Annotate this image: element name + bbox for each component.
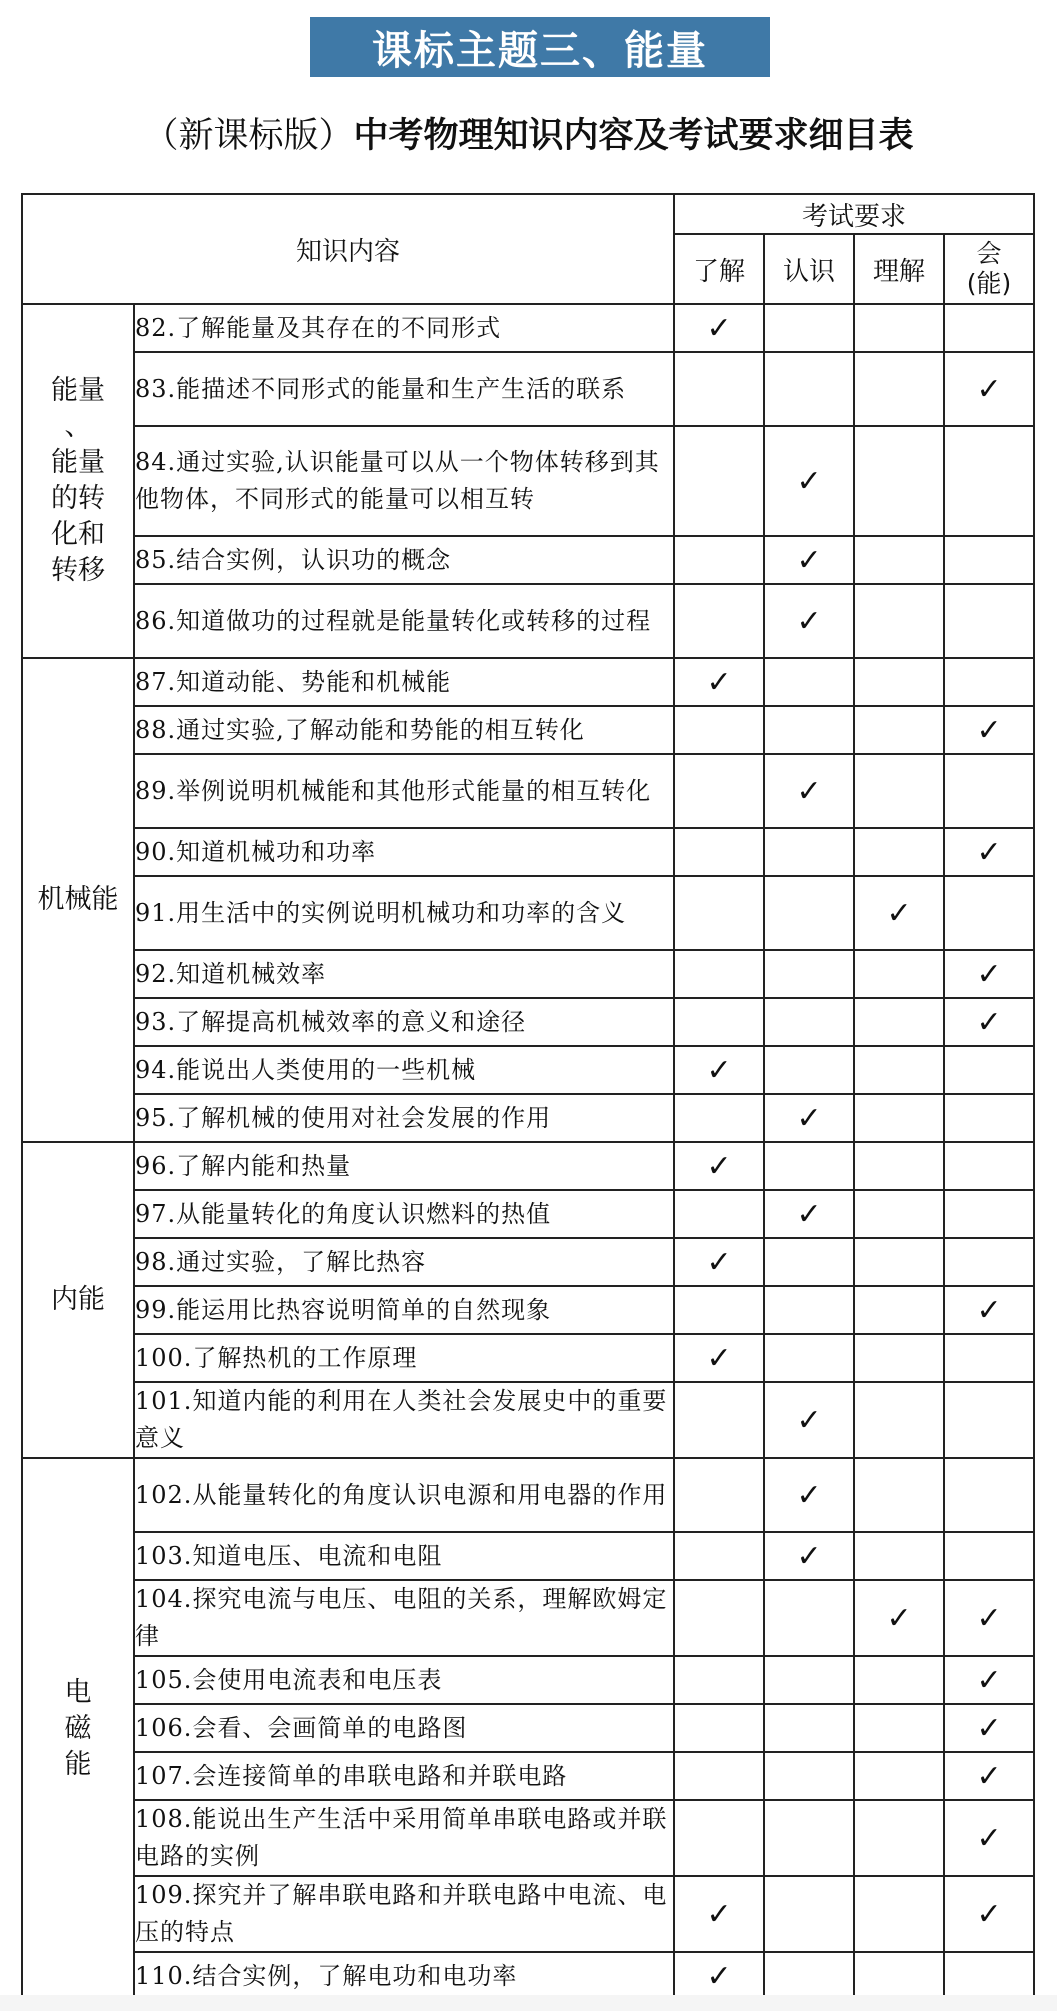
exam-requirements-header: 考试要求 bbox=[674, 194, 1034, 234]
requirement-cell bbox=[944, 584, 1034, 658]
knowledge-item: 99.能运用比热容说明简单的自然现象 bbox=[134, 1286, 674, 1334]
requirement-cell bbox=[944, 754, 1034, 828]
checkmark-icon: ✓ bbox=[796, 1402, 822, 1438]
requirement-cell bbox=[764, 998, 854, 1046]
checkmark-icon: ✓ bbox=[796, 603, 822, 639]
requirement-cell bbox=[854, 950, 944, 998]
category-electromagnetic-energy: 电 磁 能 bbox=[22, 1458, 134, 2000]
requirement-cell bbox=[764, 706, 854, 754]
requirement-cell bbox=[764, 658, 854, 706]
requirement-cell bbox=[854, 706, 944, 754]
requirement-cell bbox=[854, 536, 944, 584]
requirement-cell bbox=[674, 1704, 764, 1752]
checkmark-icon: ✓ bbox=[706, 1958, 732, 1994]
requirement-cell bbox=[854, 426, 944, 536]
requirement-cell bbox=[854, 1190, 944, 1238]
subtitle-prefix: （新课标版） bbox=[143, 116, 354, 156]
knowledge-item: 86.知道做功的过程就是能量转化或转移的过程 bbox=[134, 584, 674, 658]
table-row bbox=[22, 1046, 1034, 1094]
requirement-cell bbox=[854, 352, 944, 426]
requirement-cell bbox=[764, 536, 854, 584]
table-row bbox=[22, 352, 1034, 426]
checkmark-icon: ✓ bbox=[976, 1662, 1002, 1698]
table-row bbox=[22, 950, 1034, 998]
requirement-cell bbox=[854, 1382, 944, 1458]
checkmark-icon: ✓ bbox=[886, 1600, 912, 1636]
table-row bbox=[22, 658, 1034, 706]
category-internal-energy: 内能 bbox=[22, 1142, 134, 1458]
requirement-cell bbox=[674, 706, 764, 754]
category-mechanical-energy: 机械能 bbox=[22, 658, 134, 1142]
checkmark-icon: ✓ bbox=[706, 1148, 732, 1184]
requirement-cell bbox=[764, 1334, 854, 1382]
requirement-cell bbox=[854, 1334, 944, 1382]
requirement-cell bbox=[944, 706, 1034, 754]
checkmark-icon: ✓ bbox=[976, 1758, 1002, 1794]
requirement-cell bbox=[854, 1704, 944, 1752]
table-row bbox=[22, 1382, 1034, 1458]
knowledge-item: 102.从能量转化的角度认识电源和用电器的作用 bbox=[134, 1458, 674, 1532]
knowledge-item: 106.会看、会画简单的电路图 bbox=[134, 1704, 674, 1752]
requirement-cell bbox=[674, 1458, 764, 1532]
requirement-cell bbox=[854, 1800, 944, 1876]
requirement-cell bbox=[674, 426, 764, 536]
knowledge-item: 89.举例说明机械能和其他形式能量的相互转化 bbox=[134, 754, 674, 828]
requirement-cell bbox=[764, 1046, 854, 1094]
knowledge-item: 82.了解能量及其存在的不同形式 bbox=[134, 304, 674, 352]
requirement-cell bbox=[764, 1532, 854, 1580]
requirement-cell bbox=[674, 1952, 764, 2000]
knowledge-item: 107.会连接简单的串联电路和并联电路 bbox=[134, 1752, 674, 1800]
requirement-cell bbox=[674, 754, 764, 828]
requirement-cell bbox=[764, 1580, 854, 1656]
table-row bbox=[22, 1458, 1034, 1532]
requirement-cell bbox=[764, 1800, 854, 1876]
checkmark-icon: ✓ bbox=[976, 1896, 1002, 1932]
requirement-cell bbox=[854, 1952, 944, 2000]
level-header-recognize: 认识 bbox=[764, 234, 854, 304]
requirement-cell bbox=[944, 1238, 1034, 1286]
requirement-cell bbox=[854, 1094, 944, 1142]
checkmark-icon: ✓ bbox=[796, 542, 822, 578]
requirement-cell bbox=[944, 876, 1034, 950]
requirement-cell bbox=[944, 828, 1034, 876]
checkmark-icon: ✓ bbox=[796, 1477, 822, 1513]
table-row bbox=[22, 706, 1034, 754]
checkmark-icon: ✓ bbox=[796, 1100, 822, 1136]
table-row bbox=[22, 754, 1034, 828]
table-row bbox=[22, 828, 1034, 876]
requirement-cell bbox=[854, 1046, 944, 1094]
table-row bbox=[22, 876, 1034, 950]
requirement-cell bbox=[764, 584, 854, 658]
checkmark-icon: ✓ bbox=[976, 1600, 1002, 1636]
requirement-cell bbox=[944, 1190, 1034, 1238]
checkmark-icon: ✓ bbox=[796, 773, 822, 809]
table-row bbox=[22, 1752, 1034, 1800]
knowledge-item: 96.了解内能和热量 bbox=[134, 1142, 674, 1190]
requirement-cell bbox=[674, 536, 764, 584]
category-energy-transfer: 能量 、 能量 的转 化和 转移 bbox=[22, 304, 134, 658]
requirement-cell bbox=[674, 352, 764, 426]
requirement-cell bbox=[854, 754, 944, 828]
requirement-cell bbox=[944, 1286, 1034, 1334]
table-row bbox=[22, 426, 1034, 536]
requirement-cell bbox=[674, 1238, 764, 1286]
requirement-cell bbox=[854, 1458, 944, 1532]
requirement-cell bbox=[944, 950, 1034, 998]
table-row bbox=[22, 1334, 1034, 1382]
knowledge-item: 105.会使用电流表和电压表 bbox=[134, 1656, 674, 1704]
requirement-cell bbox=[854, 304, 944, 352]
checkmark-icon: ✓ bbox=[976, 1292, 1002, 1328]
level-header-comprehend: 理解 bbox=[854, 234, 944, 304]
requirement-cell bbox=[674, 1286, 764, 1334]
requirements-table bbox=[21, 193, 1035, 2001]
checkmark-icon: ✓ bbox=[706, 1244, 732, 1280]
knowledge-item: 98.通过实验，了解比热容 bbox=[134, 1238, 674, 1286]
requirement-cell bbox=[854, 876, 944, 950]
table-row bbox=[22, 1190, 1034, 1238]
requirement-cell bbox=[674, 828, 764, 876]
knowledge-item: 110.结合实例，了解电功和电功率 bbox=[134, 1952, 674, 2000]
table-row bbox=[22, 1656, 1034, 1704]
topic-banner: 课标主题三、能量 bbox=[310, 17, 770, 77]
requirement-cell bbox=[674, 1580, 764, 1656]
checkmark-icon: ✓ bbox=[976, 1710, 1002, 1746]
knowledge-item: 84.通过实验,认识能量可以从一个物体转移到其他物体，不同形式的能量可以相互转 bbox=[134, 426, 674, 536]
requirement-cell bbox=[764, 304, 854, 352]
table-row bbox=[22, 536, 1034, 584]
checkmark-icon: ✓ bbox=[706, 1896, 732, 1932]
table-row bbox=[22, 1876, 1034, 1952]
requirement-cell bbox=[674, 1382, 764, 1458]
knowledge-item: 94.能说出人类使用的一些机械 bbox=[134, 1046, 674, 1094]
checkmark-icon: ✓ bbox=[976, 834, 1002, 870]
requirement-cell bbox=[944, 1094, 1034, 1142]
table-row bbox=[22, 304, 1034, 352]
requirement-cell bbox=[944, 1656, 1034, 1704]
level-header-can: 会 (能) bbox=[944, 234, 1034, 304]
requirement-cell bbox=[944, 536, 1034, 584]
knowledge-item: 95.了解机械的使用对社会发展的作用 bbox=[134, 1094, 674, 1142]
requirement-cell bbox=[854, 1580, 944, 1656]
checkmark-icon: ✓ bbox=[976, 1820, 1002, 1856]
requirement-cell bbox=[764, 828, 854, 876]
requirement-cell bbox=[764, 754, 854, 828]
requirement-cell bbox=[854, 1876, 944, 1952]
requirement-cell bbox=[854, 1656, 944, 1704]
requirement-cell bbox=[944, 1752, 1034, 1800]
requirement-cell bbox=[944, 1142, 1034, 1190]
checkmark-icon: ✓ bbox=[976, 371, 1002, 407]
checkmark-icon: ✓ bbox=[886, 895, 912, 931]
requirement-cell bbox=[764, 1752, 854, 1800]
knowledge-item: 93.了解提高机械效率的意义和途径 bbox=[134, 998, 674, 1046]
requirement-cell bbox=[764, 876, 854, 950]
requirement-cell bbox=[944, 1704, 1034, 1752]
table-row bbox=[22, 1142, 1034, 1190]
requirement-cell bbox=[764, 352, 854, 426]
document-subtitle bbox=[0, 108, 1057, 158]
requirement-cell bbox=[674, 1752, 764, 1800]
knowledge-item: 92.知道机械效率 bbox=[134, 950, 674, 998]
requirement-cell bbox=[674, 1656, 764, 1704]
requirement-cell bbox=[854, 1142, 944, 1190]
requirement-cell bbox=[674, 1876, 764, 1952]
table-row bbox=[22, 1094, 1034, 1142]
knowledge-item: 103.知道电压、电流和电阻 bbox=[134, 1532, 674, 1580]
knowledge-item: 85.结合实例，认识功的概念 bbox=[134, 536, 674, 584]
requirement-cell bbox=[674, 1800, 764, 1876]
requirement-cell bbox=[764, 1238, 854, 1286]
table-row bbox=[22, 584, 1034, 658]
checkmark-icon: ✓ bbox=[796, 1196, 822, 1232]
checkmark-icon: ✓ bbox=[706, 1340, 732, 1376]
requirement-cell bbox=[764, 1094, 854, 1142]
requirement-cell bbox=[854, 828, 944, 876]
requirement-cell bbox=[764, 1876, 854, 1952]
requirement-cell bbox=[674, 304, 764, 352]
knowledge-content-header: 知识内容 bbox=[22, 194, 674, 304]
requirement-cell bbox=[944, 352, 1034, 426]
requirement-cell bbox=[674, 658, 764, 706]
requirement-cell bbox=[944, 1876, 1034, 1952]
checkmark-icon: ✓ bbox=[706, 310, 732, 346]
knowledge-item: 101.知道内能的利用在人类社会发展史中的重要意义 bbox=[134, 1382, 674, 1458]
subtitle-main: 中考物理知识内容及考试要求细目表 bbox=[353, 116, 914, 156]
checkmark-icon: ✓ bbox=[976, 956, 1002, 992]
checkmark-icon: ✓ bbox=[706, 664, 732, 700]
requirement-cell bbox=[944, 1046, 1034, 1094]
requirement-cell bbox=[854, 1532, 944, 1580]
requirement-cell bbox=[674, 950, 764, 998]
table-row bbox=[22, 1800, 1034, 1876]
requirement-cell bbox=[764, 1142, 854, 1190]
requirement-cell bbox=[764, 950, 854, 998]
knowledge-item: 91.用生活中的实例说明机械功和功率的含义 bbox=[134, 876, 674, 950]
requirement-cell bbox=[944, 658, 1034, 706]
checkmark-icon: ✓ bbox=[976, 712, 1002, 748]
checkmark-icon: ✓ bbox=[706, 1052, 732, 1088]
requirement-cell bbox=[674, 876, 764, 950]
requirement-cell bbox=[944, 1952, 1034, 2000]
requirement-cell bbox=[764, 1382, 854, 1458]
requirement-cell bbox=[944, 426, 1034, 536]
knowledge-item: 104.探究电流与电压、电阻的关系，理解欧姆定律 bbox=[134, 1580, 674, 1656]
table-row bbox=[22, 1704, 1034, 1752]
knowledge-item: 83.能描述不同形式的能量和生产生活的联系 bbox=[134, 352, 674, 426]
requirement-cell bbox=[944, 304, 1034, 352]
requirement-cell bbox=[854, 584, 944, 658]
requirement-cell bbox=[944, 1382, 1034, 1458]
table-row bbox=[22, 998, 1034, 1046]
level-header-understand: 了解 bbox=[674, 234, 764, 304]
knowledge-item: 97.从能量转化的角度认识燃料的热值 bbox=[134, 1190, 674, 1238]
requirement-cell bbox=[674, 998, 764, 1046]
checkmark-icon: ✓ bbox=[796, 463, 822, 499]
requirement-cell bbox=[764, 1952, 854, 2000]
requirement-cell bbox=[674, 1046, 764, 1094]
requirement-cell bbox=[944, 1580, 1034, 1656]
requirement-cell bbox=[944, 1800, 1034, 1876]
knowledge-item: 87.知道动能、势能和机械能 bbox=[134, 658, 674, 706]
table-row bbox=[22, 1238, 1034, 1286]
requirement-cell bbox=[854, 998, 944, 1046]
requirement-cell bbox=[944, 1458, 1034, 1532]
requirement-cell bbox=[764, 1286, 854, 1334]
knowledge-item: 100.了解热机的工作原理 bbox=[134, 1334, 674, 1382]
table-row bbox=[22, 1580, 1034, 1656]
requirement-cell bbox=[854, 658, 944, 706]
table-row bbox=[22, 1952, 1034, 2000]
requirement-cell bbox=[854, 1238, 944, 1286]
requirement-cell bbox=[944, 1532, 1034, 1580]
checkmark-icon: ✓ bbox=[976, 1004, 1002, 1040]
requirement-cell bbox=[674, 1142, 764, 1190]
table-row bbox=[22, 1286, 1034, 1334]
requirement-cell bbox=[944, 1334, 1034, 1382]
knowledge-item: 109.探究并了解串联电路和并联电路中电流、电压的特点 bbox=[134, 1876, 674, 1952]
requirement-cell bbox=[674, 1532, 764, 1580]
table-row bbox=[22, 1532, 1034, 1580]
requirement-cell bbox=[764, 1458, 854, 1532]
requirement-cell bbox=[764, 1704, 854, 1752]
requirement-cell bbox=[764, 426, 854, 536]
page-edge bbox=[0, 1995, 1057, 2011]
requirement-cell bbox=[764, 1656, 854, 1704]
requirement-cell bbox=[674, 584, 764, 658]
requirement-cell bbox=[764, 1190, 854, 1238]
knowledge-item: 90.知道机械功和功率 bbox=[134, 828, 674, 876]
requirement-cell bbox=[854, 1286, 944, 1334]
knowledge-item: 108.能说出生产生活中采用简单串联电路或并联电路的实例 bbox=[134, 1800, 674, 1876]
requirement-cell bbox=[944, 998, 1034, 1046]
requirement-cell bbox=[674, 1094, 764, 1142]
knowledge-item: 88.通过实验,了解动能和势能的相互转化 bbox=[134, 706, 674, 754]
checkmark-icon: ✓ bbox=[796, 1538, 822, 1574]
requirement-cell bbox=[674, 1190, 764, 1238]
requirement-cell bbox=[674, 1334, 764, 1382]
requirement-cell bbox=[854, 1752, 944, 1800]
